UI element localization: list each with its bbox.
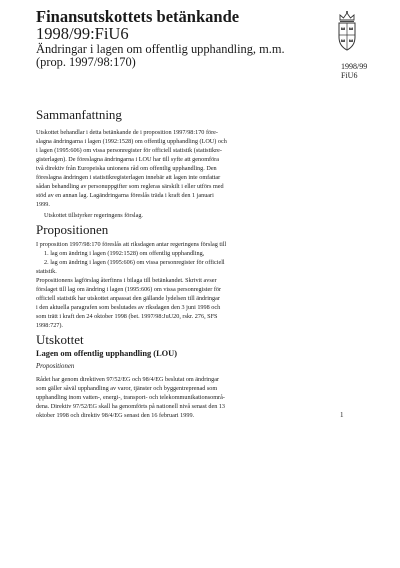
text-line: som gäller såväl upphandling av varor, tjänster och byggentreprenad som	[36, 385, 218, 393]
proposition-attachment-paragraph	[36, 276, 296, 330]
text-line: Propositionens lagförslag återfinns i bilaga till betänkandet. Skrivit avser	[36, 277, 217, 284]
text-line: i lagen (1995:606) om vissa personregister för officiell statistik (statistikre-	[36, 147, 222, 155]
summary-conclusion	[36, 211, 296, 220]
text-line: Utskottet tillstyrker regeringens förslag.	[44, 212, 143, 219]
text-line: föreslagna ändringen i statistikregisterlagen innebär att lagen inte omfattar	[36, 174, 221, 182]
utskottet-paragraph	[36, 375, 296, 420]
report-proposition-ref: (prop. 1997/98:170)	[36, 55, 136, 69]
royal-crest-icon	[335, 10, 359, 56]
text-line: två direktiv från Europeiska unionens råd om offentlig upphandling. Den	[36, 165, 217, 173]
subsection-heading-lou: Lagen om offentlig upphandling (LOU)	[36, 349, 178, 358]
text-line: statistik.	[36, 268, 57, 276]
side-reference-code: FiU6	[341, 71, 358, 80]
text-line: som trätt i kraft den 24 oktober 1998 (bet. 1997/98:JuU20, rskr. 276, SFS	[36, 313, 218, 321]
section-heading-propositionen: Propositionen	[36, 222, 109, 237]
text-line: I proposition 1997/98:170 föreslås att riksdagen antar regeringens förslag till	[36, 241, 227, 248]
text-line: 1998:727).	[36, 322, 63, 330]
text-line: officiell statistik har utskottet anpassat den gällande lydelsen till ändringar	[36, 295, 220, 303]
text-line: stöd av en annan lag. Lagändringarna föreslås träda i kraft den 1 januari	[36, 192, 214, 200]
text-line: Rådet har genom direktiven 97/52/EG och 98/4/EG beslutat om ändringar	[36, 376, 220, 383]
section-heading-utskottet: Utskottet	[36, 332, 84, 347]
text-line: gisterlagen). De föreslagna ändringarna i LOU har till syfte att genomföra	[36, 156, 219, 164]
text-line: dena. Direktiv 97/52/EG skall ha genomförts på nationell nivå senast den 13	[36, 403, 226, 411]
subsubsection-heading-propositionen: Propositionen	[36, 363, 75, 370]
report-number: 1998/99:FiU6	[36, 24, 129, 43]
text-line: 2. lag om ändring i lagen (1995:606) om vissa personregister för officiell	[44, 259, 225, 267]
text-line: i den aktuella paragrafen som beslutades av riksdagen den 3 juni 1998 och	[36, 304, 221, 312]
side-reference-year: 1998/99	[341, 62, 368, 71]
section-heading-sammanfattning: Sammanfattning	[36, 107, 122, 122]
text-line: slagna ändringarna i lagen (1992:1528) om offentlig upphandling (LOU) och	[36, 138, 227, 146]
summary-paragraph	[36, 128, 296, 209]
report-title: Finansutskottets betänkande	[36, 7, 240, 26]
text-line: förslaget till lag om ändring i lagen (1995:606) om vissa personregister för	[36, 286, 222, 294]
text-line: upphandling inom vatten-, energi-, transport- och telekommunikationsområ-	[36, 394, 225, 402]
text-line: oktober 1998 och direktiv 98/4/EG senast den 16 februari 1999.	[36, 412, 195, 420]
text-line: 1. lag om ändring i lagen (1992:1528) om offentlig upphandling,	[44, 250, 205, 258]
text-line: 1999.	[36, 201, 50, 209]
text-line: sådan behandling av personuppgifter som regleras särskilt i eller utförs med	[36, 183, 224, 191]
page-number: 1	[340, 411, 344, 419]
text-line: Utskottet behandlar i detta betänkande de i proposition 1997/98:170 före-	[36, 129, 218, 136]
report-subtitle: Ändringar i lagen om offentlig upphandling, m.m.	[36, 42, 285, 56]
proposition-paragraph	[36, 240, 296, 276]
side-reference	[341, 62, 367, 80]
